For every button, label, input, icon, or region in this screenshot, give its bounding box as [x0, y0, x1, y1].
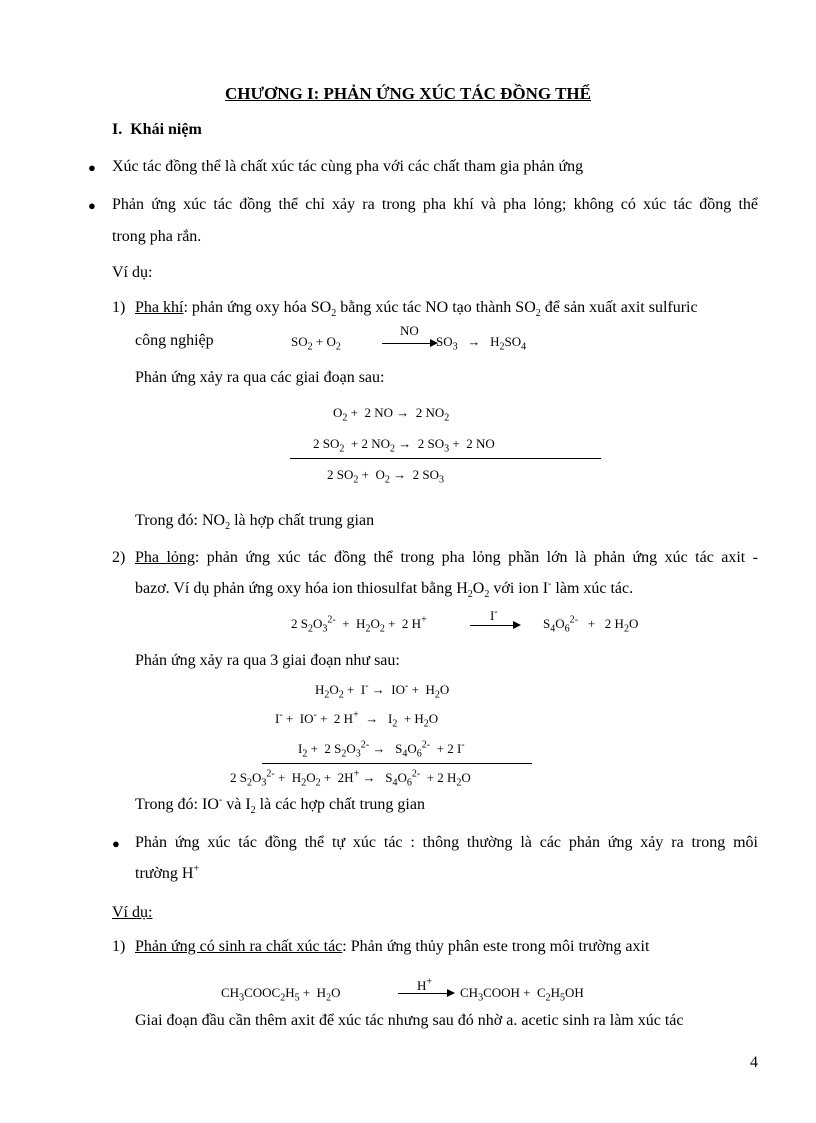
arrow-icon [382, 343, 434, 344]
arrow-icon [513, 621, 521, 629]
page-number: 4 [750, 1054, 758, 1071]
equation: $SO_2 + O_2$ [291, 334, 341, 353]
item-note: Trong đó: $NO_2$ là hợp chất trung gian [135, 512, 375, 533]
item-note: Trong đó: IO- và $I_2$ là các hợp chất trung gian [135, 794, 425, 817]
sum-line [290, 458, 601, 459]
catalyst-label: NO [400, 323, 419, 338]
section-heading: I. Khái niệm [112, 121, 202, 138]
arrow-icon [398, 993, 450, 994]
item-text: Phản ứng xảy ra qua các giai đoạn sau: [135, 369, 385, 386]
item-text: công nghiệp [135, 332, 214, 349]
item-number: 2) [112, 549, 126, 566]
item-number: 1) [112, 938, 126, 955]
equation: $SO_3 \to H_2SO_4$ [436, 334, 527, 353]
equation: $CH_3COOC_2H_5 + H_2O$ [221, 985, 341, 1004]
equation: $O_2 + 2$ NO → 2 $NO_2$ [333, 405, 450, 424]
example-label: Ví dụ: [112, 264, 153, 281]
equation: 2 $SO_2 + 2$ $NO_2 \to 2$ $SO_3 + 2$ NO [313, 436, 495, 455]
equation: 2 $S_2O_3^{2-} + H_2O_2 + 2$ H+ [291, 614, 427, 635]
equation: $I_2 + 2$ $S_2O_3^{2-} \to S_4O_6^{2-} + 2$ I- [298, 739, 465, 760]
bullet-text: Phản ứng xúc tác đồng thể tự xúc tác : thông thường là các phản ứng xảy ra trong môi [135, 834, 758, 851]
item-text: Phản ứng xảy ra qua 3 giai đoạn như sau: [135, 652, 400, 669]
item-text: Pha lỏng: phản ứng xúc tác đồng thể trong pha lỏng phần lớn là phản ứng xúc tác axit - [135, 549, 758, 566]
bullet-icon: ● [88, 198, 96, 213]
equation: 2 $SO_2 + O_2 \to 2$ $SO_3$ [327, 467, 444, 486]
equation: $S_4O_6^{2-} + 2$ $H_2O$ [543, 614, 639, 635]
arrow-icon [447, 989, 455, 997]
equation: I- + IO- + 2 $H^+ \to I_2 + H_2O$ [275, 709, 439, 730]
item-number: 1) [112, 299, 126, 316]
bullet-text: Phản ứng xúc tác đồng thể chỉ xảy ra trong pha khí và pha lỏng; không có xúc tác đồng thể [112, 196, 758, 213]
bullet-text: trong pha rắn. [112, 228, 202, 245]
example-label: Ví dụ: [112, 904, 153, 921]
bullet-icon: ● [88, 160, 96, 175]
item-text: Phản ứng có sinh ra chất xúc tác: Phản ứng thủy phân este trong môi trường axit [135, 938, 650, 955]
equation: $CH_3COOH + C_2H_5OH$ [460, 985, 584, 1004]
catalyst-label: H+ [417, 976, 433, 993]
equation: $H_2O_2 + I^- \to IO^- + H_2O$ [315, 680, 450, 701]
arrow-icon [470, 625, 516, 626]
bullet-text: trường H+ [135, 863, 200, 882]
item-note: Giai đoạn đầu cần thêm axit để xúc tác nhưng sau đó nhờ a. acetic sinh ra làm xúc tác [135, 1012, 684, 1029]
page-title: CHƯƠNG I: PHẢN ỨNG XÚC TÁC ĐỒNG THỂ [225, 84, 591, 103]
item-text: Pha khí: phản ứng oxy hóa $SO_2$ bằng xúc tác NO tạo thành $SO_2$ để sản xuất axit sulfuric [135, 299, 698, 320]
sum-line [262, 763, 532, 764]
bullet-text: Xúc tác đồng thể là chất xúc tác cùng pha với các chất tham gia phản ứng [112, 158, 584, 175]
item-text: bazơ. Ví dụ phản ứng oxy hóa ion thiosulfat bằng $H_2O_2$ với ion I- làm xúc tác. [135, 578, 634, 601]
equation: 2 $S_2O_3^{2-} + H_2O_2 + 2H^+ \to S_4O_6^{2-} + 2$ $H_2O$ [230, 768, 471, 789]
bullet-icon: ● [112, 836, 120, 851]
catalyst-label: I- [490, 606, 498, 623]
